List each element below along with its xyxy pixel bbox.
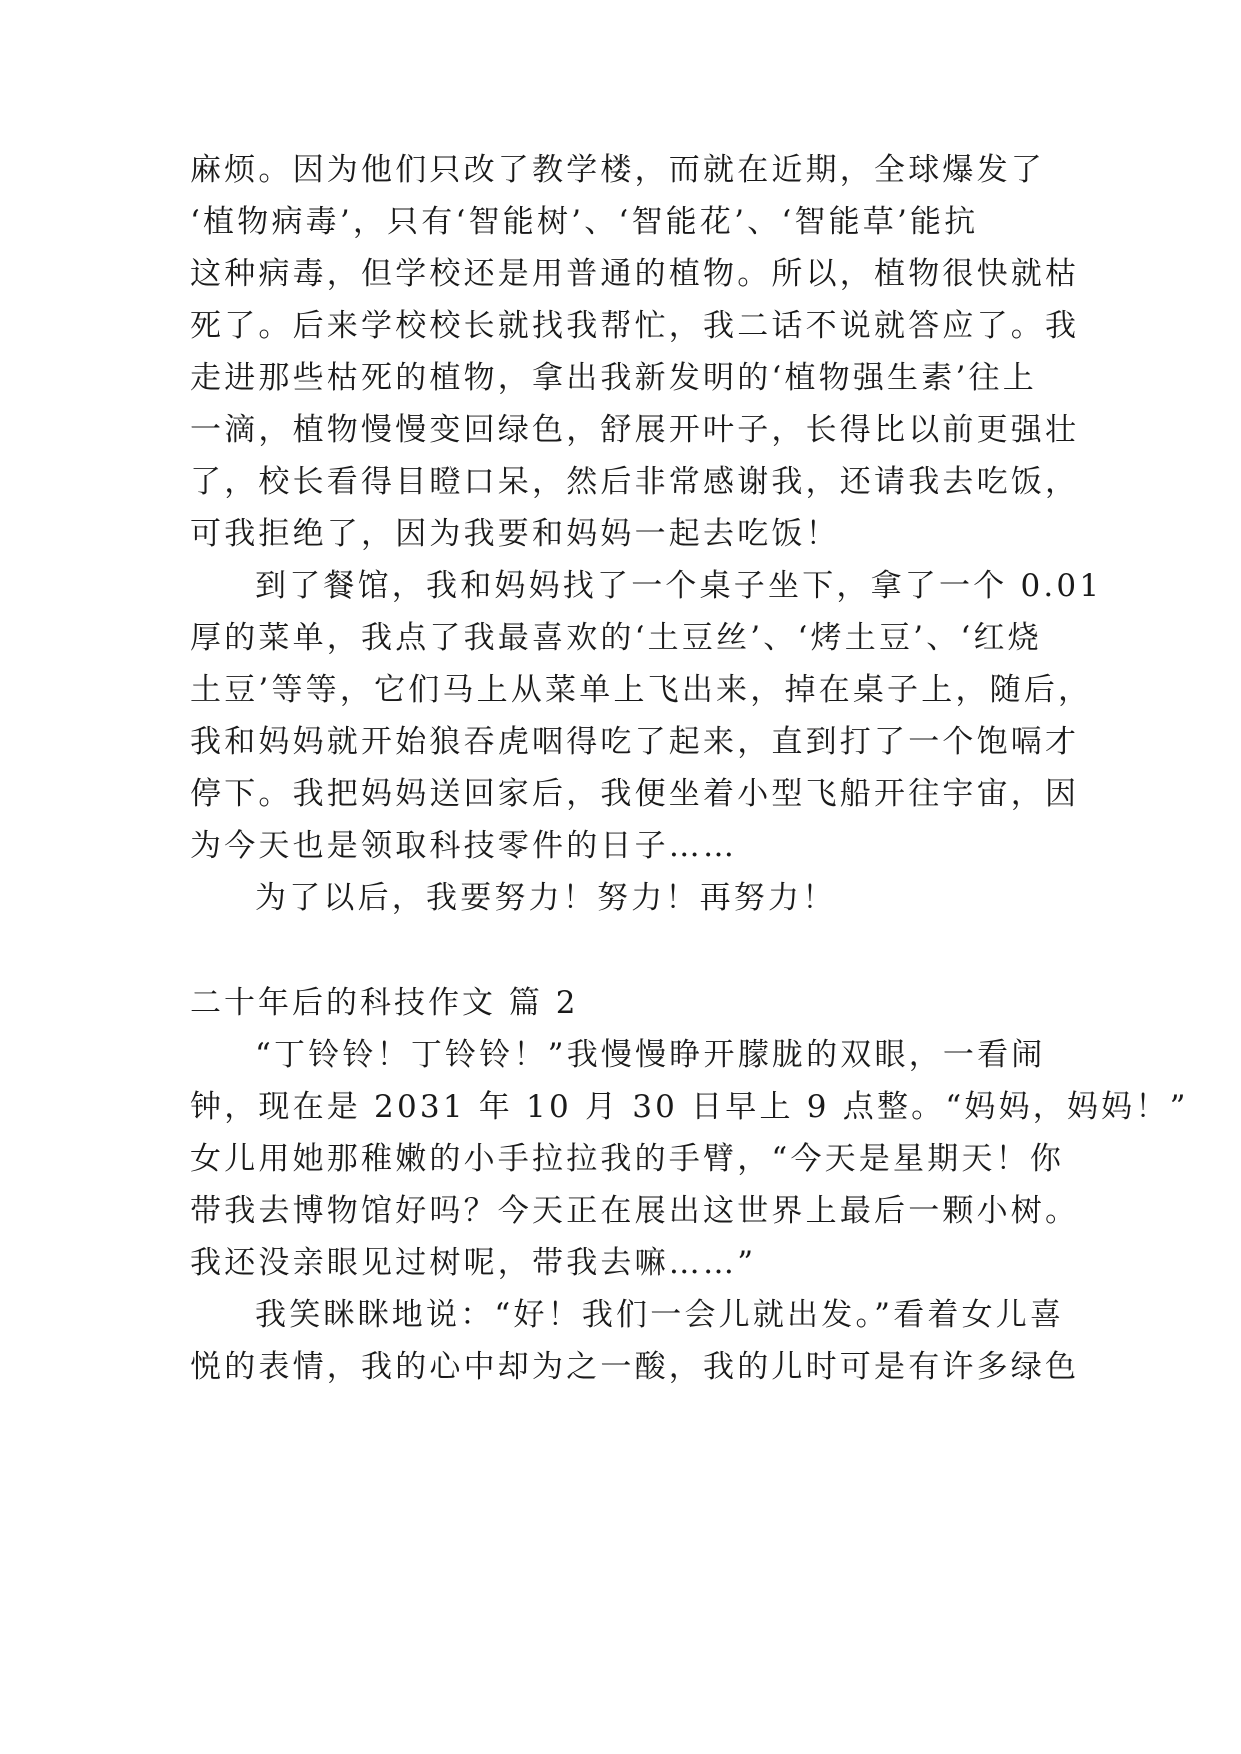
text-line: 停下。我把妈妈送回家后，我便坐着小型飞船开往宇宙，因 bbox=[190, 776, 1080, 812]
text-line: 土豆’等等，它们马上从菜单上飞出来，掉在桌子上，随后， bbox=[190, 672, 1093, 708]
text-line: 这种病毒，但学校还是用普通的植物。所以，植物很快就枯 bbox=[190, 256, 1080, 292]
text-line: 我和妈妈就开始狼吞虎咽得吃了起来，直到打了一个饱嗝才 bbox=[190, 724, 1080, 760]
text-line: 走进那些枯死的植物，拿出我新发明的‘植物强生素’往上 bbox=[190, 360, 1037, 396]
text-line: ‘植物病毒’，只有‘智能树’、‘智能花’、‘智能草’能抗 bbox=[190, 204, 979, 240]
paragraph-start-line: “丁铃铃！丁铃铃！”我慢慢睁开朦胧的双眼，一看闹 bbox=[255, 1037, 1046, 1073]
text-line: 女儿用她那稚嫩的小手拉拉我的手臂，“今天是星期天！你 bbox=[190, 1141, 1065, 1177]
paragraph-start-line: 为了以后，我要努力！努力！再努力！ bbox=[255, 880, 837, 916]
text-line: 悦的表情，我的心中却为之一酸，我的儿时可是有许多绿色 bbox=[190, 1349, 1080, 1385]
text-line: 了，校长看得目瞪口呆，然后非常感谢我，还请我去吃饭， bbox=[190, 464, 1080, 500]
text-line: 麻烦。因为他们只改了教学楼，而就在近期，全球爆发了 bbox=[190, 152, 1045, 188]
text-line: 为今天也是领取科技零件的日子…… bbox=[190, 828, 738, 864]
text-line: 可我拒绝了，因为我要和妈妈一起去吃饭！ bbox=[190, 516, 840, 552]
text-line: 厚的菜单，我点了我最喜欢的‘土豆丝’、‘烤土豆’、‘红烧 bbox=[190, 620, 1042, 656]
paragraph-start-line: 我笑眯眯地说：“好！我们一会儿就出发。”看着女儿喜 bbox=[255, 1297, 1065, 1333]
text-line: 带我去博物馆好吗？今天正在展出这世界上最后一颗小树。 bbox=[190, 1193, 1080, 1229]
text-line: 死了。后来学校校长就找我帮忙，我二话不说就答应了。我 bbox=[190, 308, 1080, 344]
text-line: 钟，现在是 2031 年 10 月 30 日早上 9 点整。“妈妈，妈妈！” bbox=[190, 1089, 1189, 1125]
text-line: 我还没亲眼见过树呢，带我去嘛……” bbox=[190, 1245, 757, 1281]
paragraph-start-line: 到了餐馆，我和妈妈找了一个桌子坐下，拿了一个 0.01 bbox=[255, 568, 1103, 604]
text-line: 一滴，植物慢慢变回绿色，舒展开叶子，长得比以前更强壮 bbox=[190, 412, 1080, 448]
section-heading: 二十年后的科技作文 篇 2 bbox=[190, 985, 579, 1021]
